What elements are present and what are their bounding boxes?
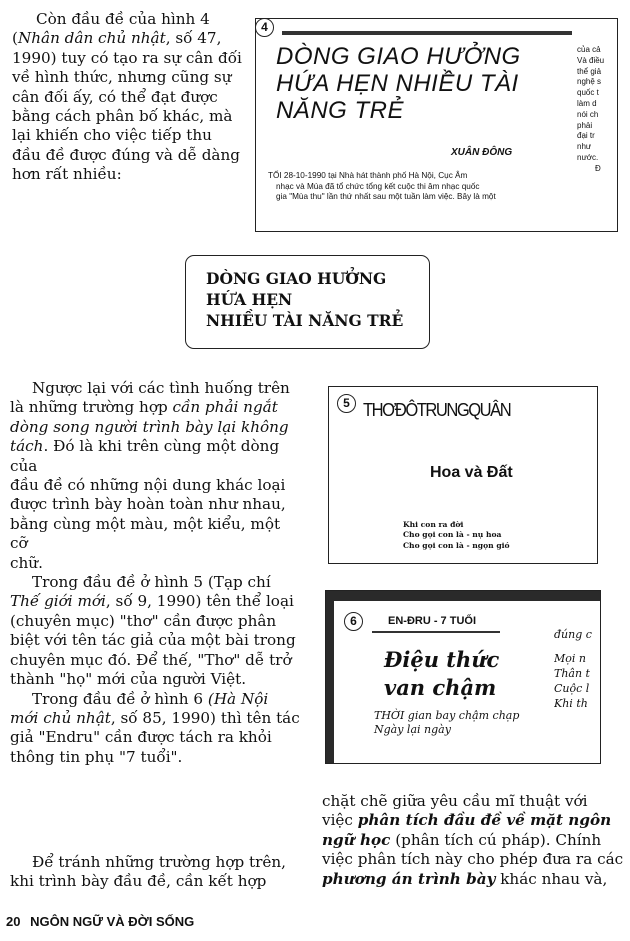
- fig6-side-column: [554, 627, 598, 711]
- item-line: Khi con ra đời: [403, 520, 464, 529]
- text-line: Thế giới mới, số 9, 1990) tên thể loại: [10, 592, 294, 611]
- text-line: chuyên mục đó. Để thế, "Thơ" dễ trở: [10, 650, 292, 669]
- figure-4: [255, 18, 618, 232]
- side-line: nghệ s: [577, 77, 602, 87]
- fig5-items: [403, 520, 510, 551]
- title-line: van chậm: [384, 675, 497, 700]
- fig4-headline: [276, 43, 576, 124]
- text-line: Trong đầu đề ở hình 6 (Hà Nội: [32, 689, 269, 708]
- side-line: của cả: [577, 45, 601, 54]
- side-line: đúng c: [554, 628, 592, 641]
- text-line: Trong đầu đề ở hình 5 (Tạp chí: [32, 573, 271, 592]
- headline-line: DÒNG GIAO HƯỞNG: [276, 43, 521, 70]
- fig6-left-rule: [326, 591, 334, 763]
- fig6-author-rule: [372, 631, 500, 633]
- figure-number: 5: [337, 394, 356, 413]
- text-line: 1990) tuy có tạo ra sự cân đối: [12, 48, 242, 67]
- text-line: biệt với tên tác giả của một bài trong: [10, 631, 296, 650]
- sub-line: Ngày lại ngày: [374, 723, 451, 736]
- text-line: (chuyên mục) "thơ" cần được phân: [10, 611, 277, 630]
- text-line: (Nhân dân chủ nhật, số 47,: [12, 29, 222, 48]
- side-line: Đ: [595, 163, 601, 173]
- side-line: Thân t: [554, 667, 590, 680]
- side-line: Khi th: [554, 697, 588, 710]
- text-line: bằng cùng một màu, một kiểu, một cỡ: [10, 514, 281, 553]
- text-line: chữ.: [10, 553, 43, 572]
- fig6-sub: [374, 709, 519, 737]
- side-line: Cuộc l: [554, 682, 590, 695]
- text-line: đầu đề có những nội dung khác loại: [10, 476, 286, 495]
- text-line: giả "Endru" cần được tách ra khỏi: [10, 728, 272, 747]
- text-line: về hình thức, nhưng cũng sự: [12, 68, 232, 87]
- headline-line: NĂNG TRẺ: [276, 97, 405, 124]
- figure-6: [325, 590, 601, 764]
- text-line: thông tin phụ "7 tuổi".: [10, 747, 183, 766]
- text-line: lại khiến cho việc tiếp thu: [12, 126, 212, 145]
- side-line: Mọi n: [554, 652, 586, 665]
- title-line: Điệu thức: [384, 647, 500, 672]
- page-footer: [6, 914, 194, 929]
- fig4-body: [268, 171, 568, 203]
- headline-rule: [282, 31, 572, 35]
- side-line: Và điều: [577, 55, 605, 65]
- fig4-byline: XUÂN ĐÔNG: [451, 147, 513, 158]
- headline-line: HỨA HẸN NHIỀU TÀI: [276, 70, 519, 97]
- figure-number: 4: [255, 18, 274, 37]
- text-line: hơn rất nhiều:: [12, 165, 122, 184]
- box-line: NHIỀU TÀI NĂNG TRẺ: [206, 311, 404, 330]
- item-line: Cho gọi con là - ngọn gió: [403, 540, 510, 550]
- text-line: việc phân tích đầu đề về mặt ngôn: [322, 811, 612, 830]
- body-line: gia "Mùa thu" lần thứ nhất sau một tuần làm việc. Bây là một: [276, 192, 496, 201]
- side-line: nước.: [577, 152, 599, 162]
- headline-example-box: [185, 255, 430, 349]
- box-line: DÒNG GIAO HƯỞNG: [206, 269, 387, 288]
- text-line: là những trường hợp cần phải ngắt: [10, 398, 278, 417]
- body-line: TỐI 28-10-1990 tại Nhà hát thành phố Hà Nội, Cục Âm: [268, 171, 468, 180]
- text-line: khi trình bày đầu đề, cần kết hợp: [10, 872, 267, 891]
- text-line: cân đối ấy, có thể đạt được: [12, 87, 218, 106]
- side-line: nói ch: [577, 109, 599, 119]
- side-line: quốc t: [577, 88, 599, 98]
- side-line: thể giả: [577, 66, 602, 76]
- fig5-title: Hoa và Đất: [430, 464, 513, 481]
- text-line: dòng song người trình bày lại không: [10, 417, 289, 436]
- text-line: chặt chẽ giữa yêu cầu mĩ thuật với: [322, 792, 588, 810]
- fig6-author: EN-ĐRU - 7 TUỔI: [388, 615, 476, 627]
- text-line: Còn đầu đề của hình 4: [36, 10, 210, 28]
- body-line: nhạc và Múa đã tổ chức tổng kết cuộc thi âm nhạc quốc: [276, 181, 480, 191]
- text-line: bằng cách phân bố khác, mà: [12, 107, 233, 126]
- fig6-top-rule: [326, 591, 600, 601]
- left-column-closing: [10, 853, 302, 892]
- side-line: phải: [577, 120, 593, 130]
- item-line: Cho gọi con là - nụ hoa: [403, 530, 502, 540]
- journal-title: NGÔN NGỮ VÀ ĐỜI SỐNG: [30, 914, 195, 929]
- text-line: Để tránh những trường hợp trên,: [32, 853, 286, 871]
- page-number: 20: [6, 914, 21, 929]
- fig5-header: THƠĐÔTRUNGQUÂN: [363, 400, 511, 420]
- right-column-text: [322, 792, 624, 889]
- sub-line: THỜI gian bay chậm chạp: [374, 709, 520, 722]
- figure-5: [328, 386, 598, 564]
- text-line: tách. Đó là khi trên cùng một dòng của: [10, 437, 280, 475]
- text-line: phương án trình bày khác nhau và,: [322, 869, 608, 888]
- box-line: HỨA HẸN: [206, 290, 293, 309]
- figure-number: 6: [344, 612, 363, 631]
- text-line: ngữ học (phân tích cú pháp). Chính: [322, 830, 602, 849]
- left-column-text: [10, 379, 302, 767]
- text-line: thành "họ" mới của người Việt.: [10, 670, 247, 689]
- text-line: mới chủ nhật, số 85, 1990) thì tên tác: [10, 708, 300, 727]
- fig6-title: [384, 646, 499, 702]
- text-line: Ngược lại với các tình huống trên: [32, 379, 290, 397]
- side-line: đại tr: [577, 131, 595, 141]
- fig4-side-column: [577, 45, 615, 175]
- text-line: được trình bày hoàn toàn như nhau,: [10, 495, 286, 514]
- intro-paragraph: [12, 10, 252, 185]
- text-line: việc phân tích này cho phép đưa ra các: [322, 850, 624, 869]
- text-line: đầu đề được đúng và dễ dàng: [12, 145, 240, 164]
- side-line: làm d: [577, 98, 597, 108]
- side-line: như: [577, 142, 592, 152]
